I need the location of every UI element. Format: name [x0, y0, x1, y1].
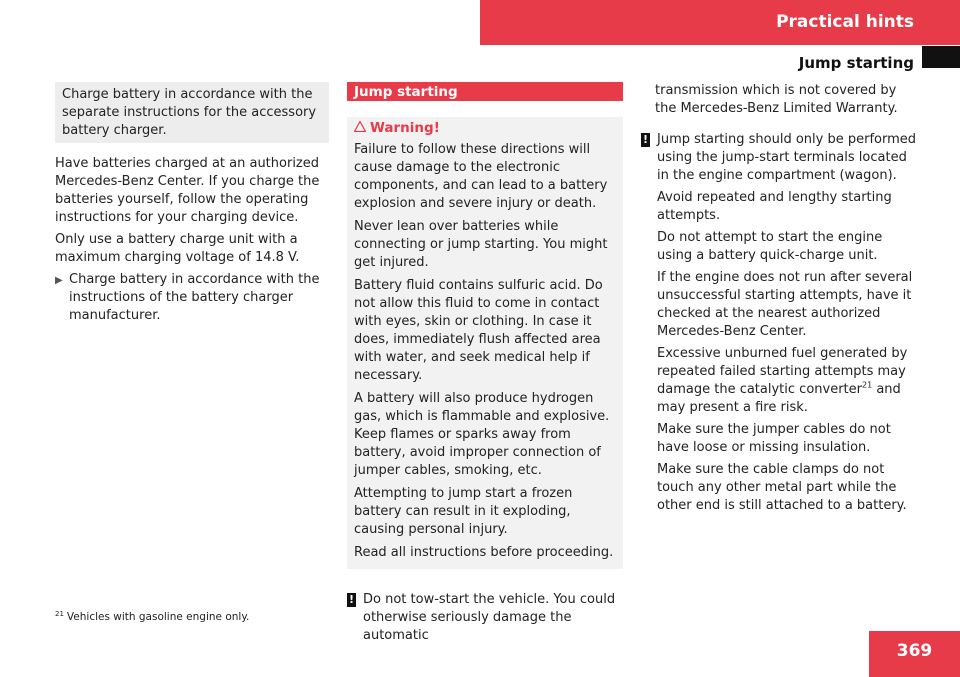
warning-paragraph: Attempting to jump start a frozen battery can result in it exploding, causing personal injury.: [354, 486, 573, 537]
footnote-reference: 21: [862, 380, 873, 390]
arrow-right-icon: ▶: [55, 275, 63, 286]
warning-title-text: Warning!: [370, 120, 440, 136]
section-heading-text: Jump starting: [354, 84, 458, 100]
notice: [641, 131, 917, 519]
notice-paragraph: Make sure the jumper cables do not have loose or missing insulation.: [657, 422, 891, 455]
boxed-note: [55, 82, 329, 143]
footnote-text: Vehicles with gasoline engine only.: [66, 611, 250, 623]
header-marker-bar: [922, 46, 960, 68]
warning-triangle-icon: [354, 119, 366, 137]
notice-continued: transmission which is not covered by the Mercedes-Benz Limited Warranty.: [655, 83, 898, 116]
notice-paragraph-converter: [657, 345, 917, 417]
boxed-note-text: Charge battery in accordance with the separate instructions for the accessory battery charger.: [62, 87, 317, 138]
warning-paragraph: Read all instructions before proceeding.: [354, 545, 614, 560]
converter-text: Excessive unburned fuel generated by repeated failed starting attempts may damage the catalytic converter: [657, 346, 908, 397]
column-right: [641, 82, 917, 519]
notice-text: Do not tow-start the vehicle. You could otherwise seriously damage the automatic: [363, 592, 616, 643]
warning-paragraph: A battery will also produce hydrogen gas, which is flammable and explosive. Keep flames or sparks away from battery, avoid improper connection of jumper cables, smoking, etc.: [354, 391, 610, 478]
converter-text-end: and may present a fire risk.: [657, 382, 901, 415]
notice-paragraph: Do not attempt to start the engine using a battery quick-charge unit.: [657, 230, 883, 263]
notice-paragraph: If the engine does not run after several unsuccessful starting attempts, have it checked at the nearest authorized Mercedes-Benz Center.: [657, 270, 913, 339]
notice-paragraph: Jump starting should only be performed using the jump-start terminals located in the engine compartment (wagon).: [657, 132, 917, 183]
notice-paragraph: Make sure the cable clamps do not touch any other metal part while the other end is still attached to a battery.: [657, 462, 907, 513]
section-header: [480, 0, 960, 45]
instruction-step: [55, 271, 329, 325]
warning-paragraph: Failure to follow these directions will cause damage to the electronic components, and can lead to a battery explosion and severe injury or death.: [354, 142, 608, 211]
subsection-title: Jump starting: [798, 54, 914, 72]
column-middle: [347, 82, 623, 645]
paragraph: Only use a battery charge unit with a maximum charging voltage of 14.8 V.: [55, 232, 300, 265]
exclamation-icon: !: [348, 593, 355, 606]
notice-paragraph: Avoid repeated and lengthy starting attempts.: [657, 190, 892, 223]
section-heading: [347, 82, 623, 101]
exclamation-icon: !: [642, 133, 649, 146]
footnote: [55, 611, 249, 623]
page-number-text: 369: [896, 641, 933, 661]
paragraph: Have batteries charged at an authorized Mercedes-Benz Center. If you charge the batteries yourself, follow the operating instructions for your charging device.: [55, 156, 320, 225]
instruction-text: Charge battery in accordance with the instructions of the battery charger manufacturer.: [69, 272, 320, 323]
warning-paragraph: Battery fluid contains sulfuric acid. Do not allow this fluid to come in contact with eyes, skin or clothing. In case it does, immediately flush affected area with water, and seek medical help if necessary.: [354, 278, 603, 383]
notice-body: [657, 131, 917, 519]
warning-title: [354, 119, 616, 137]
page-number: [869, 631, 960, 677]
warning-box: [347, 117, 623, 569]
column-left: [55, 82, 329, 325]
warning-paragraph: Never lean over batteries while connecting or jump starting. You might get injured.: [354, 219, 608, 270]
section-title: Practical hints: [776, 12, 914, 32]
footnote-number: 21: [55, 609, 64, 618]
notice: [347, 591, 623, 645]
